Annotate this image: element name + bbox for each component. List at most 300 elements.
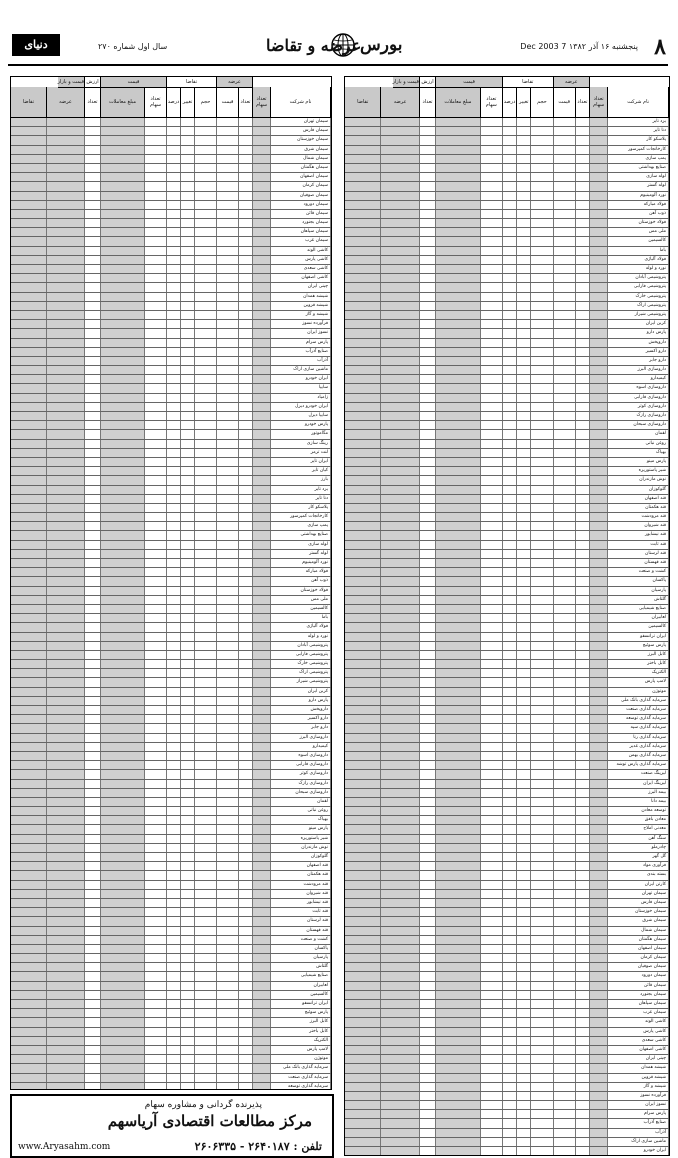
table-cell bbox=[590, 1119, 609, 1127]
table-cell bbox=[590, 770, 609, 778]
table-cell bbox=[11, 210, 47, 218]
table-cell bbox=[181, 651, 195, 659]
table-cell bbox=[167, 862, 181, 870]
table-cell bbox=[503, 1147, 518, 1155]
table-cell bbox=[503, 486, 518, 494]
table-cell bbox=[167, 1046, 181, 1054]
table-cell bbox=[217, 421, 239, 429]
table-cell bbox=[531, 761, 554, 769]
table-cell bbox=[167, 449, 181, 457]
table-cell bbox=[145, 311, 167, 319]
company-name: دارو جابر bbox=[269, 724, 331, 732]
table-cell bbox=[345, 513, 382, 521]
table-cell bbox=[11, 871, 47, 879]
table-cell bbox=[381, 633, 420, 641]
table-cell bbox=[480, 862, 503, 870]
table-cell bbox=[420, 954, 437, 962]
table-cell bbox=[239, 798, 253, 806]
table-cell bbox=[531, 329, 554, 337]
table-cell bbox=[145, 853, 167, 861]
table-cell bbox=[575, 1101, 590, 1109]
company-name: باما bbox=[606, 247, 669, 255]
table-cell bbox=[85, 1009, 101, 1017]
table-cell bbox=[553, 798, 576, 806]
table-cell bbox=[145, 1055, 167, 1063]
table-cell bbox=[553, 1083, 576, 1091]
table-cell bbox=[381, 550, 420, 558]
table-cell bbox=[145, 752, 167, 760]
company-name: سیمان خوزستان bbox=[269, 136, 331, 144]
column-header: نام شرکت bbox=[608, 87, 669, 118]
table-cell bbox=[47, 495, 85, 503]
table-cell bbox=[47, 541, 85, 549]
table-cell bbox=[517, 936, 532, 944]
company-name: پارس سرام bbox=[269, 339, 331, 347]
table-cell bbox=[553, 623, 576, 631]
table-cell bbox=[420, 164, 437, 172]
table-cell bbox=[345, 1129, 382, 1137]
table-cell bbox=[381, 237, 420, 245]
table-cell bbox=[381, 899, 420, 907]
company-name: ذوب آهن bbox=[606, 210, 669, 218]
table-cell bbox=[590, 357, 609, 365]
table-cell bbox=[11, 890, 47, 898]
table-row bbox=[11, 881, 331, 890]
table-cell bbox=[420, 1129, 437, 1137]
table-cell bbox=[531, 283, 554, 291]
table-cell bbox=[381, 1018, 420, 1026]
table-row bbox=[345, 724, 669, 733]
table-cell bbox=[590, 265, 609, 273]
table-cell bbox=[503, 1092, 518, 1100]
table-cell bbox=[181, 127, 195, 135]
table-cell bbox=[517, 890, 532, 898]
table-cell bbox=[480, 688, 503, 696]
company-name: لیزینگ ایران bbox=[606, 780, 669, 788]
table-row bbox=[345, 715, 669, 724]
table-cell bbox=[217, 412, 239, 420]
table-row bbox=[345, 118, 669, 127]
table-cell bbox=[181, 375, 195, 383]
table-cell bbox=[181, 825, 195, 833]
table-cell bbox=[253, 1083, 271, 1090]
table-cell bbox=[101, 963, 145, 971]
table-cell bbox=[11, 734, 47, 742]
table-cell bbox=[436, 1110, 481, 1118]
table-cell bbox=[503, 844, 518, 852]
table-cell bbox=[253, 972, 271, 980]
table-cell bbox=[517, 825, 532, 833]
table-cell bbox=[590, 706, 609, 714]
table-cell bbox=[381, 531, 420, 539]
table-cell bbox=[167, 633, 181, 641]
table-cell bbox=[381, 853, 420, 861]
table-cell bbox=[590, 862, 609, 870]
table-cell bbox=[531, 982, 554, 990]
company-name: سیمان شمال bbox=[606, 927, 669, 935]
company-name: پاکسان bbox=[606, 577, 669, 585]
table-cell bbox=[503, 577, 518, 585]
table-cell bbox=[517, 247, 532, 255]
table-cell bbox=[181, 890, 195, 898]
table-cell bbox=[575, 182, 590, 190]
table-cell bbox=[11, 651, 47, 659]
company-name: ملی مس bbox=[269, 596, 331, 604]
company-name: پارس مینو bbox=[606, 458, 669, 466]
table-cell bbox=[531, 311, 554, 319]
table-cell bbox=[195, 660, 217, 668]
table-cell bbox=[167, 366, 181, 374]
table-cell bbox=[345, 559, 382, 567]
table-cell bbox=[480, 743, 503, 751]
table-cell bbox=[195, 210, 217, 218]
table-cell bbox=[239, 1037, 253, 1045]
table-cell bbox=[503, 504, 518, 512]
table-cell bbox=[11, 1083, 47, 1090]
table-cell bbox=[436, 853, 481, 861]
table-cell bbox=[145, 972, 167, 980]
table-cell bbox=[575, 320, 590, 328]
table-cell bbox=[590, 283, 609, 291]
table-cell bbox=[345, 412, 382, 420]
table-cell bbox=[101, 954, 145, 962]
table-cell bbox=[101, 247, 145, 255]
table-cell bbox=[345, 623, 382, 631]
table-cell bbox=[531, 623, 554, 631]
table-cell bbox=[101, 146, 145, 154]
table-cell bbox=[145, 835, 167, 843]
table-row bbox=[11, 182, 331, 191]
table-cell bbox=[217, 789, 239, 797]
table-cell bbox=[436, 825, 481, 833]
table-cell bbox=[553, 339, 576, 347]
company-name: سیمان غرب bbox=[606, 1009, 669, 1017]
table-cell bbox=[517, 403, 532, 411]
company-name: لعابیران bbox=[269, 982, 331, 990]
table-cell bbox=[145, 936, 167, 944]
table-cell bbox=[436, 541, 481, 549]
table-cell bbox=[531, 853, 554, 861]
table-cell bbox=[503, 550, 518, 558]
table-cell bbox=[503, 1129, 518, 1137]
table-cell bbox=[420, 504, 437, 512]
table-row bbox=[11, 1009, 331, 1018]
table-cell bbox=[575, 734, 590, 742]
table-cell bbox=[480, 1110, 503, 1118]
table-cell bbox=[217, 596, 239, 604]
table-cell bbox=[436, 1064, 481, 1072]
table-cell bbox=[480, 1092, 503, 1100]
table-cell bbox=[420, 146, 437, 154]
company-name: صنایع شیمیایی bbox=[269, 972, 331, 980]
table-cell bbox=[11, 256, 47, 264]
table-cell bbox=[381, 890, 420, 898]
section-title-text: عرضه و تقاضا bbox=[266, 36, 362, 55]
table-cell bbox=[420, 596, 437, 604]
table-cell bbox=[145, 348, 167, 356]
table-cell bbox=[167, 927, 181, 935]
table-cell bbox=[436, 283, 481, 291]
table-cell bbox=[575, 678, 590, 686]
table-cell bbox=[531, 247, 554, 255]
table-cell bbox=[503, 596, 518, 604]
table-cell bbox=[553, 816, 576, 824]
table-cell bbox=[195, 1000, 217, 1008]
table-cell bbox=[575, 504, 590, 512]
table-cell bbox=[575, 311, 590, 319]
company-name: رینگ سازی bbox=[269, 440, 331, 448]
table-cell bbox=[217, 1009, 239, 1017]
table-cell bbox=[253, 192, 271, 200]
company-name: داروسازی اسوه bbox=[269, 752, 331, 760]
table-row bbox=[345, 770, 669, 779]
ad-tagline: پذیرنده گردانی و مشاوره سهام bbox=[144, 1100, 262, 1110]
table-row bbox=[345, 614, 669, 623]
table-cell bbox=[345, 936, 382, 944]
table-cell bbox=[420, 1138, 437, 1146]
table-cell bbox=[590, 835, 609, 843]
table-cell bbox=[575, 972, 590, 980]
table-row bbox=[345, 697, 669, 706]
table-cell bbox=[181, 1046, 195, 1054]
table-cell bbox=[381, 201, 420, 209]
table-cell bbox=[47, 835, 85, 843]
column-header: عرضه bbox=[381, 87, 419, 118]
table-row bbox=[345, 449, 669, 458]
company-name: سیمان تهران bbox=[606, 890, 669, 898]
table-row bbox=[11, 486, 331, 495]
table-cell bbox=[11, 219, 47, 227]
table-cell bbox=[181, 853, 195, 861]
table-cell bbox=[195, 550, 217, 558]
table-cell bbox=[503, 394, 518, 402]
table-cell bbox=[101, 853, 145, 861]
company-name: صنایع شیمیایی bbox=[606, 605, 669, 613]
table-cell bbox=[517, 348, 532, 356]
company-name: قند شیروان bbox=[606, 522, 669, 530]
table-cell bbox=[345, 366, 382, 374]
table-cell bbox=[381, 651, 420, 659]
table-cell bbox=[436, 706, 481, 714]
table-cell bbox=[167, 853, 181, 861]
table-cell bbox=[590, 871, 609, 879]
table-row bbox=[11, 136, 331, 145]
table-cell bbox=[47, 752, 85, 760]
table-cell bbox=[575, 550, 590, 558]
table-cell bbox=[195, 917, 217, 925]
table-cell bbox=[239, 642, 253, 650]
table-cell bbox=[101, 1028, 145, 1036]
table-row bbox=[345, 320, 669, 329]
table-cell bbox=[217, 780, 239, 788]
table-cell bbox=[531, 871, 554, 879]
table-cell bbox=[85, 486, 101, 494]
table-cell bbox=[345, 219, 382, 227]
table-cell bbox=[47, 476, 85, 484]
table-cell bbox=[47, 936, 85, 944]
table-cell bbox=[47, 384, 85, 392]
table-cell bbox=[217, 320, 239, 328]
table-cell bbox=[503, 164, 518, 172]
table-cell bbox=[101, 908, 145, 916]
table-cell bbox=[503, 1018, 518, 1026]
table-cell bbox=[531, 458, 554, 466]
table-cell bbox=[381, 927, 420, 935]
table-cell bbox=[239, 706, 253, 714]
table-cell bbox=[47, 798, 85, 806]
table-cell bbox=[195, 348, 217, 356]
table-cell bbox=[239, 421, 253, 429]
table-cell bbox=[575, 688, 590, 696]
table-cell bbox=[381, 715, 420, 723]
table-cell bbox=[85, 1037, 101, 1045]
table-cell bbox=[436, 577, 481, 585]
table-cell bbox=[480, 1037, 503, 1045]
table-cell bbox=[167, 192, 181, 200]
table-cell bbox=[47, 173, 85, 181]
table-cell bbox=[239, 256, 253, 264]
table-cell bbox=[239, 476, 253, 484]
table-cell bbox=[47, 486, 85, 494]
table-cell bbox=[181, 311, 195, 319]
table-cell bbox=[101, 807, 145, 815]
table-cell bbox=[480, 311, 503, 319]
table-cell bbox=[11, 633, 47, 641]
table-cell bbox=[101, 458, 145, 466]
table-cell bbox=[101, 522, 145, 530]
table-cell bbox=[195, 192, 217, 200]
table-cell bbox=[553, 531, 576, 539]
company-name: کالسیمین bbox=[269, 605, 331, 613]
table-cell bbox=[239, 614, 253, 622]
table-cell bbox=[575, 1064, 590, 1072]
table-cell bbox=[553, 219, 576, 227]
table-cell bbox=[85, 972, 101, 980]
table-cell bbox=[590, 320, 609, 328]
table-cell bbox=[553, 917, 576, 925]
table-cell bbox=[217, 1028, 239, 1036]
company-name: سیمان صوفیان bbox=[269, 192, 331, 200]
table-cell bbox=[345, 136, 382, 144]
table-row bbox=[345, 1018, 669, 1027]
table-row bbox=[11, 164, 331, 173]
table-cell bbox=[480, 467, 503, 475]
company-name: قند نیشابور bbox=[606, 531, 669, 539]
company-name: لقمان bbox=[269, 798, 331, 806]
table-cell bbox=[480, 605, 503, 613]
table-cell bbox=[195, 283, 217, 291]
table-row bbox=[11, 1000, 331, 1009]
table-cell bbox=[420, 339, 437, 347]
table-cell bbox=[575, 917, 590, 925]
table-cell bbox=[381, 881, 420, 889]
table-cell bbox=[436, 936, 481, 944]
table-cell bbox=[345, 467, 382, 475]
table-row bbox=[11, 780, 331, 789]
table-cell bbox=[217, 1018, 239, 1026]
table-cell bbox=[531, 770, 554, 778]
table-cell bbox=[145, 192, 167, 200]
table-cell bbox=[253, 899, 271, 907]
table-cell bbox=[575, 706, 590, 714]
table-cell bbox=[420, 816, 437, 824]
table-cell bbox=[575, 816, 590, 824]
table-row bbox=[345, 807, 669, 816]
table-cell bbox=[11, 945, 47, 953]
table-cell bbox=[253, 504, 271, 512]
table-cell bbox=[181, 513, 195, 521]
table-cell bbox=[181, 146, 195, 154]
table-cell bbox=[381, 568, 420, 576]
table-cell bbox=[167, 651, 181, 659]
table-cell bbox=[590, 136, 609, 144]
table-cell bbox=[436, 210, 481, 218]
table-cell bbox=[553, 844, 576, 852]
table-cell bbox=[195, 1046, 217, 1054]
table-cell bbox=[195, 522, 217, 530]
table-cell bbox=[420, 394, 437, 402]
table-cell bbox=[253, 954, 271, 962]
table-cell bbox=[253, 164, 271, 172]
table-cell bbox=[167, 642, 181, 650]
table-cell bbox=[47, 991, 85, 999]
table-cell bbox=[381, 596, 420, 604]
table-cell bbox=[253, 780, 271, 788]
table-cell bbox=[101, 633, 145, 641]
table-cell bbox=[420, 1055, 437, 1063]
table-cell bbox=[85, 302, 101, 310]
table-cell bbox=[420, 136, 437, 144]
table-cell bbox=[217, 274, 239, 282]
table-cell bbox=[101, 651, 145, 659]
table-cell bbox=[517, 660, 532, 668]
company-name: پمپ سازی bbox=[606, 155, 669, 163]
table-cell bbox=[575, 715, 590, 723]
table-cell bbox=[345, 201, 382, 209]
table-cell bbox=[167, 127, 181, 135]
table-cell bbox=[517, 899, 532, 907]
table-cell bbox=[531, 972, 554, 980]
stock-table-left bbox=[10, 76, 332, 1090]
table-cell bbox=[167, 945, 181, 953]
table-cell bbox=[145, 247, 167, 255]
table-cell bbox=[531, 660, 554, 668]
table-cell bbox=[11, 789, 47, 797]
table-cell bbox=[345, 752, 382, 760]
table-cell bbox=[47, 201, 85, 209]
table-cell bbox=[590, 1083, 609, 1091]
table-cell bbox=[517, 568, 532, 576]
table-cell bbox=[181, 835, 195, 843]
table-cell bbox=[101, 348, 145, 356]
table-cell bbox=[480, 504, 503, 512]
table-row bbox=[11, 678, 331, 687]
table-cell bbox=[47, 605, 85, 613]
table-cell bbox=[575, 375, 590, 383]
table-cell bbox=[345, 678, 382, 686]
table-cell bbox=[47, 210, 85, 218]
table-cell bbox=[195, 770, 217, 778]
table-cell bbox=[480, 623, 503, 631]
table-cell bbox=[181, 807, 195, 815]
table-cell bbox=[167, 146, 181, 154]
table-cell bbox=[85, 596, 101, 604]
table-cell bbox=[239, 274, 253, 282]
table-cell bbox=[239, 1018, 253, 1026]
table-cell bbox=[420, 1074, 437, 1082]
table-cell bbox=[47, 403, 85, 411]
table-cell bbox=[101, 982, 145, 990]
